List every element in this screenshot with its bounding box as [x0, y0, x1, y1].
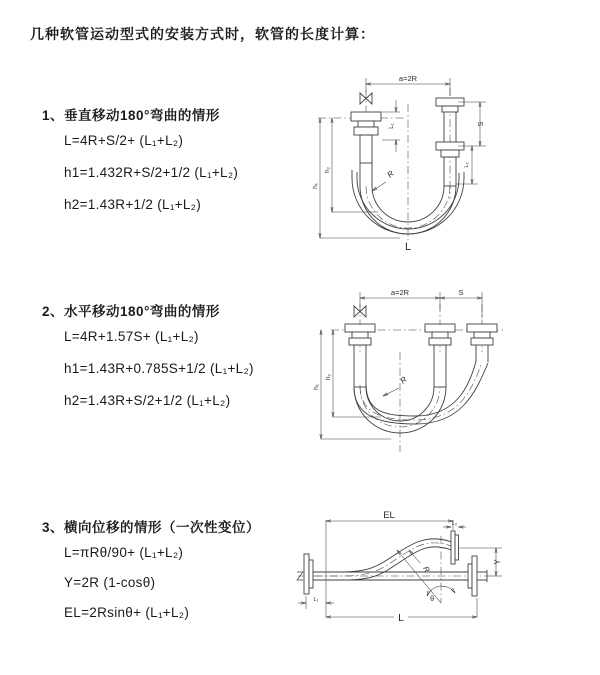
section-3-heading: 3、横向位移的情形（一次性变位）: [42, 520, 261, 535]
dim-label-l: L: [398, 612, 404, 624]
dim-label-s: S: [478, 121, 485, 127]
dim-label-h2: h₂: [325, 373, 332, 381]
formula-line: h2=1.43R+1/2 (L₁+L₂): [64, 197, 202, 212]
left-flange-fitting: [351, 112, 381, 163]
dim-label-el: EL: [383, 510, 395, 521]
formula-line: EL=2Rsinθ+ (L₁+L₂): [64, 605, 190, 620]
dim-label-r: R: [385, 168, 396, 180]
middle-flange-fitting: [425, 324, 455, 387]
dim-label-a2r: a=2R: [398, 74, 418, 83]
dim-label-l: L: [404, 241, 412, 253]
dim-label-r: R: [398, 374, 409, 386]
formula-line: h1=1.43R+0.785S+1/2 (L₁+L₂): [64, 361, 254, 376]
dim-label-y: Y: [493, 559, 502, 565]
dim-label-h2: h₂: [324, 166, 331, 174]
dim-label-h1: h₁: [313, 384, 320, 390]
hose-u-bend-position2: [354, 361, 488, 424]
s-curve-hose: [315, 539, 451, 580]
left-flange: [304, 554, 313, 594]
top-right-flange: [451, 531, 459, 564]
right-flange-fitting: [467, 324, 497, 362]
section-1-heading: 1、垂直移动180°弯曲的情形: [42, 108, 220, 123]
diagram-vertical-180-bend: [306, 66, 588, 264]
page-title: 几种软管运动型式的安装方式时，软管的长度计算：: [30, 26, 375, 42]
dim-label-theta: θ: [430, 596, 434, 603]
dim-label-l1: L₁: [313, 597, 319, 603]
formula-line: L=πRθ/90+ (L₁+L₂): [64, 545, 184, 560]
dim-label-r: R: [421, 564, 432, 574]
centerlines: [318, 88, 450, 240]
formula-line: Y=2R (1-cosθ): [64, 575, 156, 590]
formula-line: L=4R+1.57S+ (L₁+L₂): [64, 329, 199, 344]
dim-label-h1: h₁: [312, 183, 319, 189]
diagram-horizontal-180-bend: [303, 284, 598, 466]
formula-line: h2=1.43R+S/2+1/2 (L₁+L₂): [64, 393, 231, 408]
dimension-lines: [313, 288, 482, 439]
dim-label-s: S: [458, 288, 464, 297]
dim-label-l2: L₂: [464, 162, 470, 168]
dim-label-l1: L₁: [389, 123, 395, 129]
diagram-lateral-displacement: [296, 506, 598, 636]
section-2-heading: 2、水平移动180°弯曲的情形: [42, 304, 220, 319]
formula-line: L=4R+S/2+ (L₁+L₂): [64, 133, 184, 148]
left-flange-fitting: [345, 324, 375, 387]
formula-line: h1=1.432R+S/2+1/2 (L₁+L₂): [64, 165, 239, 180]
dim-label-a2r: a=2R: [390, 288, 410, 297]
dim-label-l2: L₂: [451, 521, 458, 527]
braided-hose-section: [360, 135, 372, 163]
